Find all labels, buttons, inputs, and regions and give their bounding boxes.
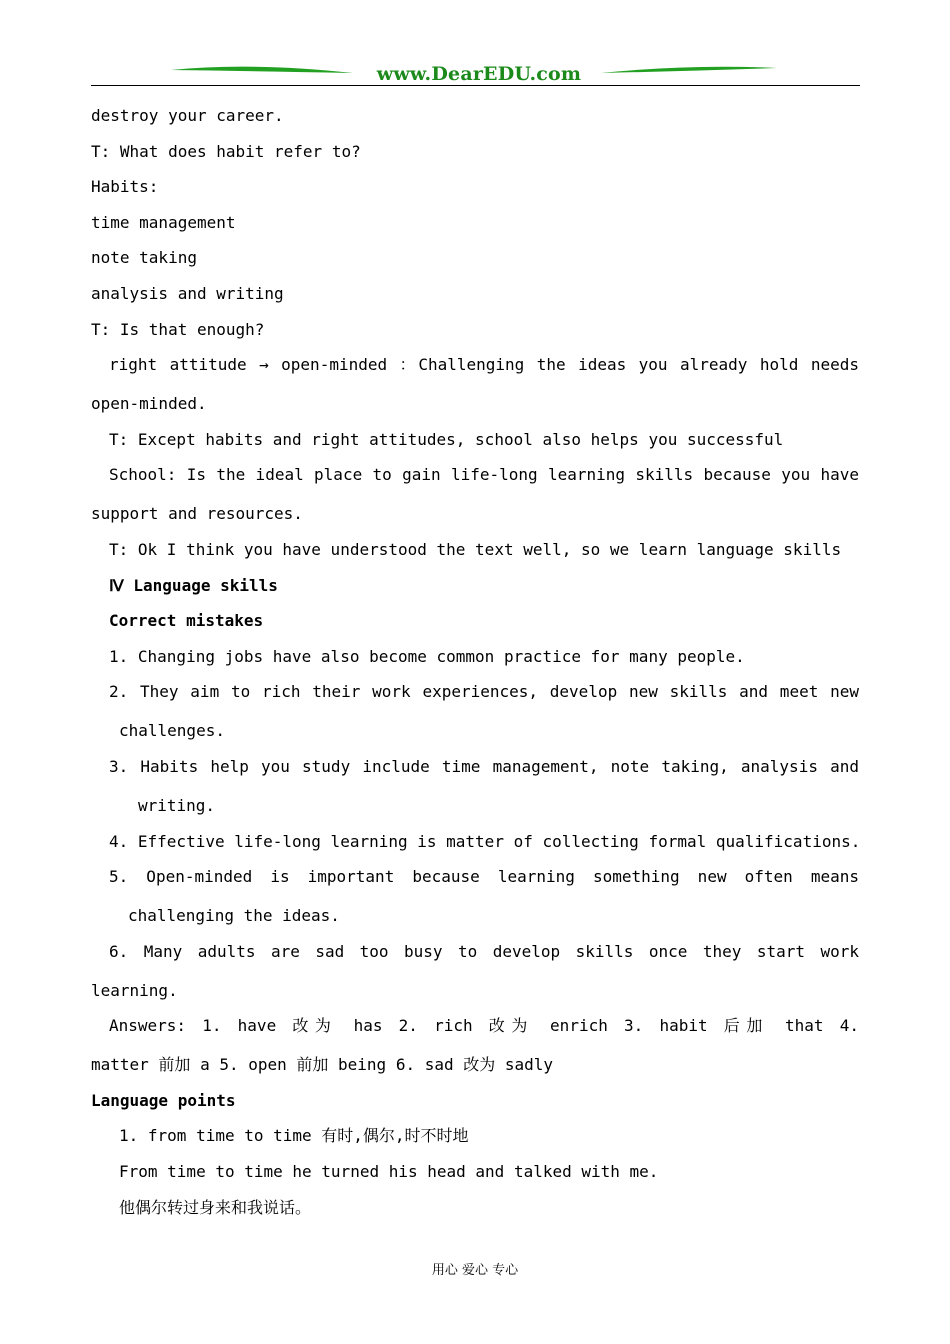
list-item: 1. Changing jobs have also become common practice for many people. <box>109 646 745 666</box>
subsection-heading: Correct mistakes <box>109 611 264 631</box>
list-item: 3. Habits help you study include time management, note taking, analysis and <box>109 756 859 776</box>
text-line: note taking <box>91 248 197 268</box>
header-rule <box>91 85 860 86</box>
list-item: 4. Effective life-long learning is matter of collecting formal qualifications. <box>109 831 861 851</box>
section-heading: Ⅳ Language skills <box>109 575 278 595</box>
page-header <box>91 58 860 90</box>
list-item: 5. Open-minded is important because learning something new often means <box>109 867 859 887</box>
answers-line: matter 前加 a 5. open 前加 being 6. sad 改为 sadly <box>91 1055 554 1075</box>
text-line: 1. from time to time 有时,偶尔,时不时地 <box>119 1126 469 1146</box>
page-footer: 用心 爱心 专心 <box>431 1263 519 1278</box>
list-item: 2. They aim to rich their work experiences, develop new skills and meet new <box>109 682 859 702</box>
text-line: destroy your career. <box>91 106 284 125</box>
text-line: support and resources. <box>91 504 303 524</box>
text-line: right attitude → open-minded ：Challenging the ideas you already hold needs <box>109 355 859 375</box>
text-line: T: What does habit refer to? <box>91 141 361 161</box>
text-line: T: Is that enough? <box>91 319 265 339</box>
text-line: School: Is the ideal place to gain life-long learning skills because you have <box>109 465 859 485</box>
example-sentence: From time to time he turned his head and talked with me. <box>119 1162 659 1182</box>
document-body <box>91 98 859 1225</box>
list-item-continuation: challenging the ideas. <box>128 906 340 926</box>
text-line: T: Ok I think you have understood the text well, so we learn language skills <box>109 539 842 559</box>
text-line: Habits: <box>91 177 159 197</box>
text-line: T: Except habits and right attitudes, school also helps you successful <box>109 429 784 449</box>
text-line: open-minded. <box>91 394 207 414</box>
site-logo: www.DearEDU.com <box>376 63 582 85</box>
text-line: time management <box>91 212 236 232</box>
list-item-continuation: challenges. <box>119 721 225 741</box>
example-translation: 他偶尔转过身来和我说话。 <box>119 1197 312 1217</box>
answers-line: Answers: 1. have 改为 has 2. rich 改为 enrich 3. habit 后加 that 4. <box>109 1016 859 1036</box>
list-item-continuation: writing. <box>138 795 216 815</box>
text-line: analysis and writing <box>91 283 284 303</box>
section-heading: Language points <box>91 1090 236 1110</box>
list-item: 6. Many adults are sad too busy to develop skills once they start work <box>109 941 859 961</box>
list-item-continuation: learning. <box>91 980 178 1000</box>
